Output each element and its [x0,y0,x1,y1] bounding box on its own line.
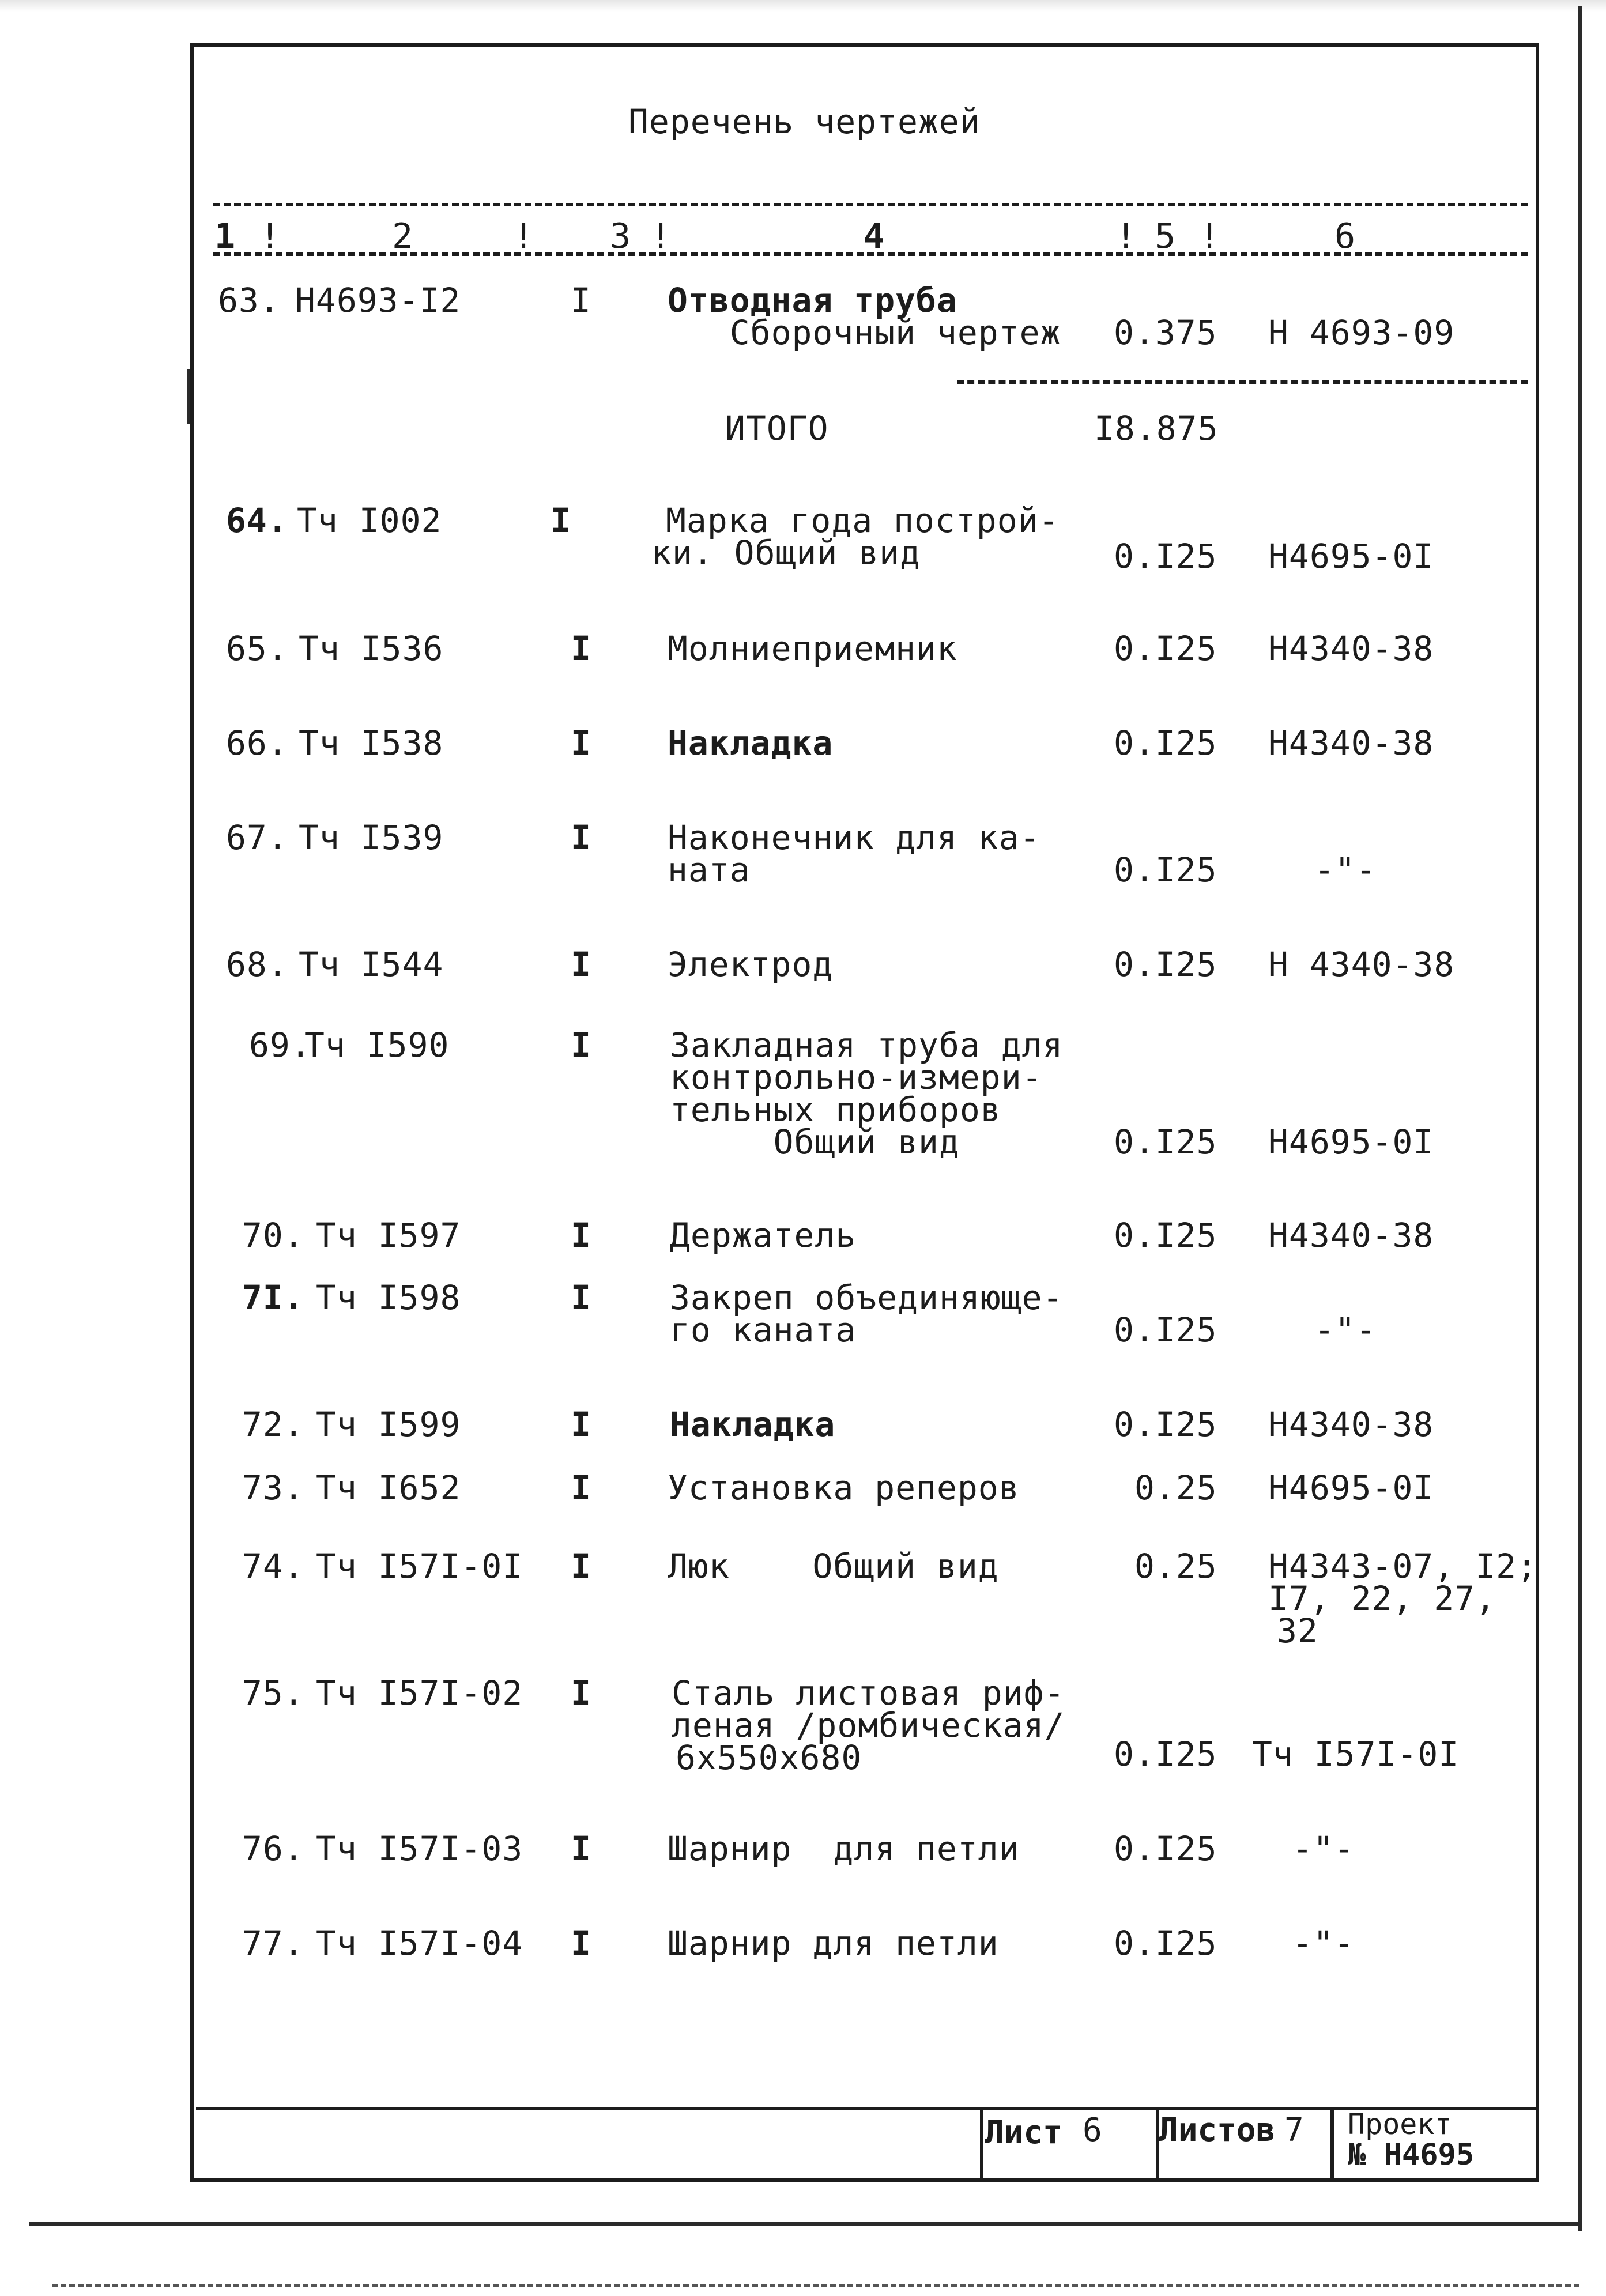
row-quantity: I [571,1924,591,1963]
row-reference: Тч I57I-0I [1252,1735,1460,1774]
row-quantity: I [571,723,591,763]
row-number: 72. [242,1405,304,1444]
row-name-line: Общий вид [670,1122,960,1162]
row-number: 73. [242,1468,304,1507]
row-reference: Н 4693-09 [1268,313,1455,352]
header-col-2: 2 [392,216,413,257]
row-designation: Тч I590 [304,1026,450,1065]
header-col-6: 6 [1334,216,1356,257]
row-number: 65. [226,629,288,668]
row-name-line: Электрод [668,945,834,984]
row-name-line: Закреп объединяюще- [670,1278,1064,1317]
row-reference: Н4340-38 [1268,629,1434,668]
row-name-line: Сборочный чертеж [668,313,1061,352]
row-reference-line: Н4343-07, I2; [1268,1547,1537,1586]
scan-artifact-line [52,2284,1579,2287]
row-number: 67. [226,818,288,857]
row-reference: -"- [1314,850,1377,889]
row-quantity: I [571,1278,591,1317]
row-designation: Тч I57I-03 [316,1829,523,1868]
row-value: 0.I25 [1114,1924,1217,1963]
row-number: 76. [242,1829,304,1868]
row-value: 0.I25 [1114,1216,1217,1255]
row-name-line: го каната [670,1310,857,1349]
row-value: 0.I25 [1114,1405,1217,1444]
row-designation: Тч I598 [316,1278,461,1317]
row-number: 75. [242,1673,304,1713]
row-quantity: I [571,1216,591,1255]
row-name-line: Накладка [670,1405,836,1444]
row-designation: Тч I002 [297,501,442,540]
row-quantity: I [571,1829,591,1868]
project-label: Проект [1348,2108,1452,2141]
row-number: 7I. [242,1278,304,1317]
row-quantity: I [571,629,591,668]
row-reference: -"- [1292,1829,1355,1868]
sheets-value: 7 [1284,2112,1304,2149]
row-name-line: Установка реперов [668,1468,1020,1507]
row-value: 0.I25 [1114,537,1217,576]
row-number: 74. [242,1547,304,1586]
row-value: 0.25 [1134,1468,1217,1507]
row-value: 0.I25 [1114,1310,1217,1349]
row-number: 68. [226,945,288,984]
header-separator: ! [259,216,281,257]
row-value: 0.I25 [1114,945,1217,984]
row-designation: Тч I538 [299,723,444,763]
title-block-divider [980,2107,983,2179]
row-value: 0.375 [1114,313,1217,352]
row-quantity: I [571,1547,591,1586]
sheet-value: 6 [1083,2112,1102,2149]
row-quantity: I [571,945,591,984]
row-value: 0.I25 [1114,1735,1217,1774]
row-name-line: Молниеприемник [668,629,957,668]
sheet-edge-right [1578,6,1582,2231]
subtotal-line [957,380,1528,384]
header-separator: ! [650,216,672,257]
row-quantity: I [571,1468,591,1507]
row-number: 64. [226,501,288,540]
row-value: 0.I25 [1114,850,1217,889]
row-designation: Тч I652 [316,1468,461,1507]
row-reference-line: 32 [1277,1611,1318,1650]
total-value: I8.875 [1094,409,1219,448]
row-quantity: I [551,501,571,540]
row-designation: Тч I57I-04 [316,1924,523,1963]
row-name-line: Держатель [670,1216,857,1255]
row-designation: Тч I57I-02 [316,1673,523,1713]
row-value: 0.I25 [1114,1829,1217,1868]
row-quantity: I [571,1405,591,1444]
title-block-divider [1330,2107,1334,2179]
row-name-line: ната [668,850,751,889]
row-designation: Тч I536 [299,629,444,668]
row-designation: Тч I597 [316,1216,461,1255]
row-value: 0.I25 [1114,629,1217,668]
row-name-line: Наконечник для ка- [668,818,1040,857]
row-reference: -"- [1314,1310,1377,1349]
sheet-label: Лист [985,2114,1062,2151]
sheet-edge-bottom [29,2222,1582,2226]
row-name-line: Накладка [668,723,834,763]
title-block-top-border [196,2107,1539,2110]
header-separator: ! [1199,216,1220,257]
row-reference: Н4695-0I [1268,1122,1434,1162]
row-reference: Н 4340-38 [1268,945,1455,984]
row-designation: Тч I539 [299,818,444,857]
row-quantity: I [571,818,591,857]
row-reference-line: I7, 22, 27, [1268,1579,1496,1618]
row-name-line: леная /ромбическая/ [672,1706,1065,1745]
total-label: ИТОГО [725,409,829,448]
row-name-line: тельных приборов [670,1090,1001,1129]
row-name-line: 6x550x680 [676,1738,862,1777]
row-reference: -"- [1292,1924,1355,1963]
row-reference: Н4695-0I [1268,1468,1434,1507]
header-top-line [213,203,1528,206]
row-designation: Тч I57I-0I [316,1547,523,1586]
row-reference: Н4340-38 [1268,1405,1434,1444]
row-name-line: Шарнир для петли [668,1924,999,1963]
row-number: 70. [242,1216,304,1255]
row-name-line: Люк Общий вид [668,1547,999,1586]
row-value: 0.I25 [1114,723,1217,763]
row-name-line: Закладная труба для [670,1026,1064,1065]
sheets-label: Листов [1159,2112,1276,2149]
row-designation: Тч I599 [316,1405,461,1444]
header-col-1: 1 [214,216,236,257]
header-separator: ! [513,216,534,257]
row-number: 77. [242,1924,304,1963]
header-col-3: 3 [610,216,631,257]
header-col-4: 4 [864,216,885,257]
row-number: 63. [218,281,280,320]
row-reference: Н4695-0I [1268,537,1434,576]
scan-edge [0,0,1606,12]
row-designation: Тч I544 [299,945,444,984]
row-reference: Н4340-38 [1268,723,1434,763]
row-number: 66. [226,723,288,763]
row-name-line: контрольно-измери- [670,1058,1043,1097]
row-number: 69. [249,1026,311,1065]
row-name-line: Отводная труба [668,281,957,320]
page-title: Перечень чертежей [628,102,981,141]
row-reference: Н4340-38 [1268,1216,1434,1255]
row-name-line: Марка года построй- [666,501,1060,540]
project-number: № Н4695 [1348,2137,1475,2172]
row-quantity: I [571,1673,591,1713]
header-separator: ! [1115,216,1137,257]
row-value: 0.I25 [1114,1122,1217,1162]
row-value: 0.25 [1134,1547,1217,1586]
row-quantity: I [571,1026,591,1065]
row-designation: Н4693-I2 [295,281,461,320]
row-name-line: ки. Общий вид [651,533,921,572]
header-col-5: 5 [1155,216,1176,257]
row-name-line: Шарнир для петли [668,1829,1020,1868]
row-name-line: Сталь листовая риф- [672,1673,1065,1713]
row-quantity: I [571,281,591,320]
